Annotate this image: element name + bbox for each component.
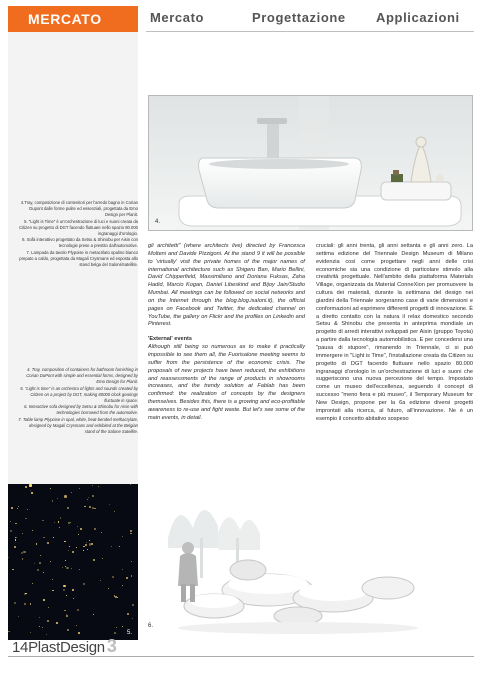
captions-italian: [18, 200, 138, 268]
light-dot: [79, 569, 80, 570]
light-dot: [94, 528, 96, 530]
light-dot: [15, 539, 16, 540]
page-footer: [12, 636, 117, 657]
light-dot: [65, 566, 66, 567]
light-dot: [65, 560, 66, 561]
light-dot: [42, 520, 44, 522]
light-dot: [109, 504, 110, 505]
light-dot: [25, 486, 27, 488]
light-dot: [71, 492, 72, 493]
light-dot: [25, 518, 26, 519]
light-dot: [87, 499, 88, 500]
light-dot: [43, 572, 44, 573]
light-dot: [17, 508, 18, 509]
light-dot: [132, 604, 134, 606]
light-dot: [58, 521, 59, 522]
caption-it-7: 7. Lampada da tavolo Plypoise in metacrilato opalino bianco prepato a caldo, progettata da Magali Crysmans ed esposta allo stand belga del SalonéSatellite.: [19, 249, 138, 267]
light-dot: [89, 543, 91, 545]
light-dot: [122, 536, 123, 537]
light-dot: [15, 523, 16, 524]
caption-it-6: 6. Sofà interattivo progettato da Setsu & Shinobu per Aisin con tecnologie prese a prestito dall'automotive.: [22, 237, 138, 249]
nav-item-progettazione: Progettazione: [252, 10, 346, 25]
light-dot: [116, 627, 117, 628]
light-dot: [122, 585, 123, 586]
light-dot: [70, 522, 71, 523]
italian-paragraph-1: cruciali: gli anni trenta, gli anni settanta e gli anni zero. La settima edizione del Triennale Design Museum di Milano evidenzia così come progettare negli anni delle crisi economiche sia una condizione di particolare stimolo alla creatività progettuale. Nell'ambito della piattaforma Materials Village, organizzata da Material ConneXion per promuovere la cultura dei materiali, durante la settimana del design nei giardini della Triennale sorgeranno case di varie dimensioni e conformazioni ad esprimere differenti progetti di innovazione. È a diretto contatto con la natura il relax domestico secondo Setsu & Shinobu che presenta in anteprima mondiale un progetto di arredi interattivi sviluppati per Aisin (gruppo Toyota) a partire dalla tecnologia automobilistica. E per concedersi una "pausa di stupore", rimanendo in Triennale, ci si può immergere in "Light is Time", l'installazione creata da Citizen su progetto di DGT facendo fluttuare nello spazio 80.000 ingranaggi d'orologio in un'orchestrazione di luci e suoni che suggeriscono una nuova percezione del tempo. Impostato come un museo dell'eccellenza, seguendo il concept di successo "meno fiera e più museo", il Temporary Museum for New Design, propone per la 6a edizione diversi progetti improntati alla ricerca, al futuro, all'innovazione. Ne è un esempio il concetto abitativo sospeso: [316, 243, 473, 422]
light-dot: [34, 563, 35, 564]
light-dot: [119, 546, 120, 547]
light-dot: [36, 543, 38, 545]
light-dot: [68, 550, 69, 551]
light-dot: [40, 555, 41, 556]
light-installation-photo: [8, 484, 138, 640]
light-dot: [92, 495, 93, 496]
light-dot: [87, 549, 88, 550]
footer-divider: [8, 656, 474, 657]
light-dot: [122, 569, 123, 570]
light-dot: [66, 615, 68, 617]
light-dot: [131, 561, 132, 562]
light-dot: [115, 596, 117, 598]
light-dot: [71, 568, 72, 569]
light-dot: [108, 588, 109, 589]
caption-it-4: 4.Tray, composizione di contenitori per l'arredo bagno in Corian Dupont dalle forme pulite ed essenziali, progettata da Emo Design per Planit.: [20, 200, 138, 217]
bathroom-tray-illustration: [149, 96, 473, 231]
light-dot: [131, 575, 132, 576]
light-dot: [47, 542, 49, 544]
light-dot: [39, 617, 40, 618]
pebble-sofa-photo: [148, 478, 474, 638]
light-dot: [47, 620, 49, 622]
article-column-english: [148, 243, 305, 423]
light-dot: [77, 526, 78, 527]
light-dot: [46, 634, 47, 635]
light-dot: [85, 544, 87, 546]
light-dot: [16, 537, 17, 538]
light-dot: [73, 598, 75, 600]
light-dot: [72, 589, 74, 591]
light-dot: [52, 579, 53, 580]
light-dot: [112, 576, 114, 578]
light-dot: [54, 522, 55, 523]
light-dot: [32, 530, 33, 531]
light-dot: [62, 567, 64, 569]
light-dot: [127, 613, 129, 615]
light-dot: [43, 537, 44, 538]
light-dot: [100, 580, 101, 581]
light-dot: [15, 537, 16, 538]
nav-item-applicazioni: Applicazioni: [376, 10, 460, 25]
light-dot: [93, 614, 94, 615]
page-number: 14: [12, 639, 29, 656]
light-dot: [64, 495, 66, 497]
english-paragraph-2: Although still being so numerous as to make it practically impossible to see them all, the Fuorisalone meeting seems to suffer from the persistence of the economic crisis. The proposals of new projects have been reduced, the exhibitions and reassessments of the range of products in showrooms increases, and the trendy solution at Fablab has been confirmed: the realization of concepts by the designers themselves. Besides this, there is a growing and eco-profitable awareness to re-use and fight waste. But let's see some of the main events, in detail.: [148, 344, 305, 421]
english-paragraph-1: gli architetti" (where architects live) directed by Francesca Molteni and Davide Pizzigoni. At the stand 9 it will be possible to 'virtually' visit the private homes of the major names of international architecture such as Shigeru Ban, Mario Bellini, David Chipperfield, Massimiliano and Doriana Fuksas, Zaha Hadid, Marcio Kogan, Daniel Libeskind and Bijoy Jain/Studio Mumbai. All meetings can be followed on social networks and on the Internet through the blog.blog.isaloni.it), the official pages on Facebook and Twitter, the dedicated channel on YouTube, the gallery on Flickr and the profiles on Linkedin and Pinterest.: [148, 243, 305, 328]
light-dot: [89, 506, 91, 508]
photo-number-4: 4.: [155, 219, 161, 225]
magazine-name: PlastDesign: [28, 639, 105, 656]
light-dot: [130, 533, 131, 534]
light-dot: [31, 492, 33, 494]
light-dot: [72, 551, 74, 553]
light-dot: [117, 597, 119, 599]
light-dot: [18, 616, 19, 617]
light-dot: [10, 521, 11, 522]
light-dot: [50, 561, 51, 562]
light-dot: [32, 583, 33, 584]
light-dot: [98, 486, 99, 487]
light-dot: [10, 530, 12, 532]
light-dot: [101, 532, 102, 533]
light-dot: [92, 485, 93, 486]
bathroom-tray-photo: [148, 95, 473, 231]
light-dot: [8, 557, 9, 558]
light-dot: [56, 622, 58, 624]
light-dot: [52, 500, 54, 502]
light-dot: [43, 599, 45, 601]
top-divider: [146, 31, 474, 32]
light-dot: [64, 541, 66, 543]
english-subheading: 'External' events: [148, 336, 193, 343]
light-dot: [132, 618, 133, 619]
light-dot: [66, 614, 67, 615]
light-dot: [60, 517, 61, 518]
light-dot: [30, 603, 32, 605]
light-dot: [102, 558, 103, 559]
caption-it-5: 5. "Light is Time" è un'orchestrazione di luci e suoni creata da Citizen su progetto di DGT facendo fluttuare nello spazio 80.000 ingranaggi d'orologio.: [19, 218, 138, 236]
light-dot: [89, 540, 90, 541]
light-dot: [88, 497, 89, 498]
light-dot: [30, 490, 31, 491]
light-dot: [84, 506, 86, 508]
light-dot: [130, 530, 132, 532]
light-dot: [94, 508, 96, 510]
light-dot: [12, 569, 14, 571]
light-dot: [77, 609, 79, 611]
light-dot: [130, 484, 131, 485]
light-dot: [78, 534, 79, 535]
photo-number-5: 5.: [126, 630, 132, 636]
pebble-sofa-illustration: [148, 478, 474, 638]
light-dot: [67, 629, 69, 631]
light-dot: [14, 546, 16, 548]
photo-number-6: 6.: [148, 623, 154, 629]
light-dot: [48, 607, 49, 608]
light-dot: [69, 546, 70, 547]
light-dot: [37, 569, 39, 571]
light-dot: [76, 625, 77, 626]
light-dot: [18, 506, 19, 507]
captions-english: [18, 367, 138, 435]
light-dot: [39, 562, 41, 564]
light-dot: [63, 585, 65, 587]
light-dot: [39, 626, 40, 627]
light-dot: [114, 632, 116, 634]
light-dot: [63, 589, 65, 591]
light-dot: [25, 593, 27, 595]
light-dot: [24, 603, 26, 605]
light-dot: [93, 559, 95, 561]
light-dot: [111, 546, 112, 547]
light-dot: [29, 484, 31, 486]
light-dot: [53, 537, 54, 538]
section-tab-label: MERCATO: [28, 11, 102, 27]
light-dot: [76, 547, 77, 548]
light-dot: [66, 595, 67, 596]
section-tab: [8, 6, 138, 32]
top-navigation: [146, 10, 476, 30]
light-dot: [30, 632, 31, 633]
light-dot: [22, 533, 23, 534]
light-dot: [42, 627, 43, 628]
light-dot: [86, 542, 87, 543]
light-dot: [57, 498, 59, 500]
light-dot: [114, 511, 115, 512]
light-dot: [22, 558, 23, 559]
issue-mark: 3: [106, 636, 117, 656]
light-dot: [79, 488, 80, 489]
light-dot: [11, 507, 13, 509]
light-dot: [80, 528, 82, 530]
light-dot: [50, 488, 51, 489]
light-dot: [83, 550, 84, 551]
light-dot: [52, 590, 54, 592]
caption-en-6: 6. Interactive sofa designed by Setsu & Shinobu for Aisin with technologies borrowed from the automotive.: [24, 404, 138, 416]
light-dot: [126, 577, 128, 579]
light-dot: [78, 632, 80, 634]
light-dot: [21, 552, 23, 554]
caption-en-5: 5. "Light is time" is an orchestra of lights and sounds created by Citizen on a project by DGT, making 80000 clock gearings fluctuate in space.: [20, 385, 138, 403]
light-dot: [23, 551, 25, 553]
light-dot: [91, 543, 93, 545]
caption-en-7: 7. Table lamp Plypoise in opal, white, heat-bended methacrylate, designed by Magali Crysmans and exhibited at the Belgian stand of the Salone Satellite.: [18, 416, 138, 434]
caption-en-4: 4. Tray, composition of containers for bathroom furnishing in Corian DuPont with simple and essential forms, designed by Emo Design for Planit.: [26, 367, 138, 384]
article-column-italian: [316, 243, 473, 423]
light-dot: [64, 610, 65, 611]
light-dot: [14, 602, 16, 604]
light-dot: [67, 507, 68, 508]
light-dot: [27, 509, 28, 510]
light-dot: [66, 567, 68, 569]
light-dot: [8, 631, 10, 633]
light-dot: [68, 522, 70, 524]
light-dot: [83, 583, 84, 584]
light-dot: [59, 527, 60, 528]
nav-item-mercato: Mercato: [150, 10, 205, 25]
light-dot: [122, 626, 123, 627]
